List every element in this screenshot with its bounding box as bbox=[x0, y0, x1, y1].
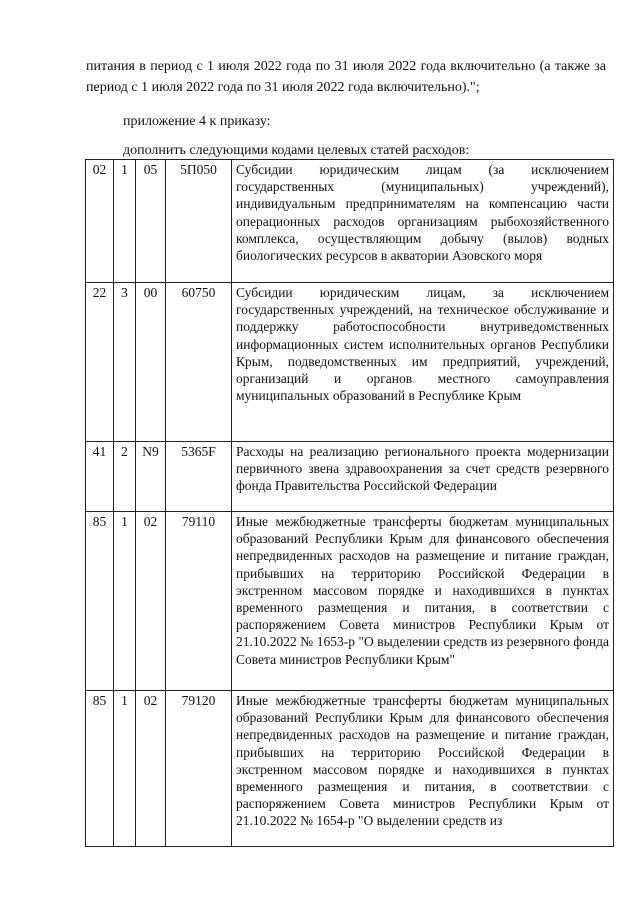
code-direction: 5365F bbox=[166, 442, 232, 512]
table-row bbox=[86, 283, 614, 442]
expense-description: Субсидии юридическим лицам, за исключением государственных учреждений, на техническое обслуживание и поддержку работоспособности внутриведомственных информационных систем исполнительных органов Республики Крым, подведомственных им предприятий, учреждений, организаций и органов местного самоуправления муниципальных образований в Республике Крым bbox=[232, 283, 614, 442]
code-direction: 60750 bbox=[166, 283, 232, 442]
code-subprogram: 3 bbox=[114, 283, 136, 442]
expense-description: Иные межбюджетные трансферты бюджетам муниципальных образований Республики Крым для финансового обеспечения непредвиденных расходов на размещение и питание граждан, прибывших на территорию Российской Федерации в экстренном массовом порядке и находившихся в пунктах временного размещения и питания, в соответствии с распоряжением Совета министров Республики Крым от 21.10.2022 № 1654-р "О выделении средств из bbox=[232, 691, 614, 847]
code-subprogram: 1 bbox=[114, 512, 136, 691]
intro-paragraph: питания в период с 1 июля 2022 года по 31 июля 2022 года включительно (а также за период с 1 июля 2022 года по 31 июля 2022 года включительно)."; bbox=[86, 59, 606, 95]
code-subprogram: 1 bbox=[114, 691, 136, 847]
code-direction: 79120 bbox=[166, 691, 232, 847]
code-subprogram: 2 bbox=[114, 442, 136, 512]
appendix-line: приложение 4 к приказу: bbox=[123, 114, 271, 129]
table-row bbox=[86, 512, 614, 691]
expense-description: Субсидии юридическим лицам (за исключением государственных (муниципальных) учреждений), индивидуальным предпринимателям на компенсацию части операционных расходов организациям рыбохозяйственного комплекса, осуществляющим добычу (вылов) водных биологических ресурсов в акватории Азовского моря bbox=[232, 160, 614, 283]
code-subprogram: 1 bbox=[114, 160, 136, 283]
code-event: N9 bbox=[136, 442, 166, 512]
code-event: 02 bbox=[136, 691, 166, 847]
code-program: 85 bbox=[86, 512, 114, 691]
code-program: 02 bbox=[86, 160, 114, 283]
code-event: 00 bbox=[136, 283, 166, 442]
code-event: 05 bbox=[136, 160, 166, 283]
code-program: 41 bbox=[86, 442, 114, 512]
code-program: 22 bbox=[86, 283, 114, 442]
supplement-line: дополнить следующими кодами целевых статей расходов: bbox=[123, 143, 470, 158]
expense-description: Иные межбюджетные трансферты бюджетам муниципальных образований Республики Крым для финансового обеспечения непредвиденных расходов на размещение и питание граждан, прибывших на территорию Российской Федерации в экстренном массовом порядке и находившихся в пунктах временного размещения и питания, в соответствии с распоряжением Совета министров Республики Крым от 21.10.2022 № 1653-р "О выделении средств из резервного фонда Совета министров Республики Крым" bbox=[232, 512, 614, 691]
table-row bbox=[86, 691, 614, 847]
table-row bbox=[86, 442, 614, 512]
code-event: 02 bbox=[136, 512, 166, 691]
expense-codes-table bbox=[85, 159, 614, 847]
table-row bbox=[86, 160, 614, 283]
code-direction: 5П050 bbox=[166, 160, 232, 283]
code-direction: 79110 bbox=[166, 512, 232, 691]
expense-description: Расходы на реализацию регионального проекта модернизации первичного звена здравоохранения за счет средств резервного фонда Правительства Российской Федерации bbox=[232, 442, 614, 512]
code-program: 85 bbox=[86, 691, 114, 847]
